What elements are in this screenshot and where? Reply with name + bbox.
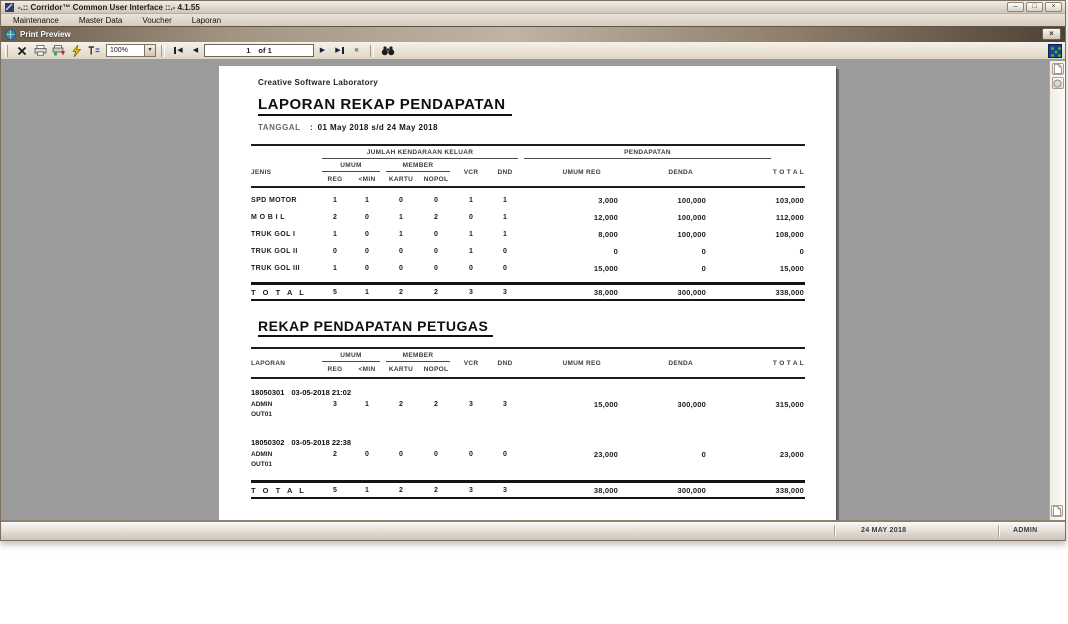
col-total: T O T A L — [772, 169, 804, 176]
minimize-button[interactable]: – — [1007, 2, 1024, 12]
menu-item-maintenance[interactable]: Maintenance — [13, 15, 59, 25]
rekap-pendapatan-petugas-table — [251, 347, 805, 499]
table-row: TRUK GOL II 0 0 0 0 1 0 0 0 0 — [251, 247, 804, 256]
vertical-scrollbar[interactable] — [1049, 61, 1065, 520]
statusbar-separator — [998, 525, 999, 537]
table1-header — [251, 144, 805, 188]
col-jenis: JENIS — [251, 169, 272, 176]
find-button[interactable] — [379, 43, 397, 59]
print-button[interactable] — [31, 43, 49, 59]
print-preview-toolbar — [1, 42, 1065, 60]
col-nopol: NOPOL — [423, 175, 449, 183]
table1-total-row: T O T A L 5 1 2 2 3 3 38,000 300,000 338,000 — [251, 282, 805, 301]
shift-id: 18050301 — [251, 387, 285, 397]
report-title: LAPORAN REKAP PENDAPATAN — [258, 96, 512, 116]
pan-button[interactable] — [1052, 77, 1064, 89]
close-preview-button[interactable] — [13, 43, 31, 59]
circle-icon — [1053, 79, 1062, 88]
stop-button[interactable]: ■ — [354, 46, 359, 54]
table-row: M O B I L 2 0 1 2 0 1 12,000 100,000 112,000 — [251, 213, 804, 222]
col-nopol: NOPOL — [423, 366, 449, 373]
col-total: T O T A L — [772, 359, 804, 367]
shift-block — [251, 436, 805, 472]
shift-values-row: ADMIN 2 0 0 0 0 0 23,000 0 23,000 — [251, 450, 804, 459]
toolbar-separator — [370, 45, 374, 57]
chevron-down-icon[interactable]: ▼ — [144, 45, 155, 56]
printer-export-icon — [52, 45, 65, 56]
status-bar — [1, 520, 1065, 540]
col-reg: REG — [327, 175, 343, 183]
menu-bar — [1, 14, 1065, 27]
printer-icon — [34, 45, 47, 56]
subgroup-member: MEMBER — [386, 349, 450, 362]
globe-icon — [5, 29, 16, 40]
next-page-button[interactable] — [1051, 505, 1063, 517]
report-company: Creative Software Laboratory — [258, 78, 378, 87]
table2-header — [251, 347, 805, 379]
nav-prev-button[interactable]: ◀ — [192, 46, 199, 54]
page-current: 1 — [246, 46, 251, 55]
brand-grid-icon — [1048, 44, 1062, 58]
toolbar-separator — [161, 45, 165, 57]
text-format-icon — [88, 46, 100, 56]
table-row: TRUK GOL I 1 0 1 0 1 1 8,000 100,000 108,000 — [251, 230, 804, 239]
section2-title: REKAP PENDAPATAN PETUGAS — [258, 318, 493, 337]
col-umum-reg: UMUM REG — [562, 169, 601, 176]
menu-item-master-data[interactable]: Master Data — [78, 15, 123, 25]
statusbar-accent-line — [1, 521, 1065, 522]
shift-block — [251, 386, 805, 422]
table-row: SPD MOTOR 1 1 0 0 1 1 3,000 100,000 103,000 — [251, 196, 804, 205]
shift-gate: OUT01 — [251, 411, 272, 418]
page-icon — [1053, 506, 1061, 516]
col-min: <MIN — [358, 175, 376, 183]
shift-datetime: 03-05-2018 22:38 — [291, 437, 352, 447]
table-row: TRUK GOL III 1 0 0 0 0 0 15,000 0 15,000 — [251, 264, 804, 273]
rekap-pendapatan-table — [251, 144, 805, 301]
nav-first-button[interactable]: ◀ — [170, 44, 187, 58]
shift-operator: ADMIN — [251, 451, 273, 458]
shift-operator: ADMIN — [251, 401, 273, 408]
toolbar-grip — [5, 45, 8, 57]
col-denda: DENDA — [668, 359, 693, 367]
shift-datetime: 03-05-2018 21:02 — [291, 387, 352, 397]
group-pendapatan: PENDAPATAN — [524, 146, 771, 159]
page-icon — [1054, 64, 1062, 74]
date-label: TANGGAL — [258, 123, 301, 132]
shift-id: 18050302 — [251, 437, 285, 447]
menu-item-voucher[interactable]: Voucher — [142, 15, 172, 25]
shift-gate: OUT01 — [251, 461, 272, 468]
app-logo-icon — [5, 3, 14, 12]
col-min: <MIN — [358, 366, 376, 373]
close-button[interactable]: × — [1045, 2, 1062, 12]
statusbar-user: ADMIN — [1013, 527, 1038, 534]
lightning-icon — [71, 45, 82, 57]
page-of-label: of 1 — [258, 46, 272, 55]
subgroup-member: MEMBER — [386, 159, 450, 172]
col-vcr: VCR — [463, 359, 479, 367]
print-preview-close-button[interactable]: × — [1042, 28, 1061, 40]
shift-values-row: ADMIN 3 1 2 2 3 3 15,000 300,000 315,000 — [251, 400, 804, 409]
maximize-button[interactable]: □ — [1026, 2, 1043, 12]
zoom-select[interactable] — [106, 44, 156, 57]
window-title: -.:: Corridor™ Common User Interface ::.- 4.1.55 — [18, 2, 200, 12]
subgroup-umum: UMUM — [322, 349, 380, 362]
col-kartu: KARTU — [388, 175, 414, 183]
nav-last-button[interactable]: ▶ — [331, 44, 348, 58]
fit-page-button[interactable] — [1052, 63, 1064, 75]
page-indicator-field[interactable] — [204, 44, 314, 57]
close-x-icon — [17, 46, 27, 56]
statusbar-separator — [834, 525, 835, 537]
col-reg: REG — [327, 366, 343, 373]
print-preview-caption — [1, 27, 1065, 42]
title-bar — [1, 1, 1065, 14]
table2-total-row: T O T A L 5 1 2 2 3 3 38,000 300,000 338,000 — [251, 480, 805, 499]
zoom-value: 100% — [110, 47, 128, 54]
col-dnd: DND — [497, 169, 513, 176]
statusbar-date: 24 MAY 2018 — [861, 527, 907, 534]
report-page — [219, 66, 836, 520]
menu-item-laporan[interactable]: Laporan — [191, 15, 222, 25]
col-laporan: LAPORAN — [251, 359, 286, 367]
col-dnd: DND — [497, 359, 513, 367]
print-setup-button[interactable] — [49, 43, 67, 59]
col-denda: DENDA — [668, 169, 693, 176]
nav-next-button[interactable]: ▶ — [319, 46, 326, 54]
preview-area — [1, 61, 1065, 520]
date-range: 01 May 2018 s/d 24 May 2018 — [317, 123, 438, 132]
binoculars-icon — [381, 46, 395, 56]
print-preview-title: Print Preview — [20, 30, 71, 39]
col-vcr: VCR — [463, 169, 479, 176]
page-setup-button[interactable] — [85, 43, 103, 59]
col-kartu: KARTU — [388, 366, 414, 373]
report-date-line: TANGGAL : 01 May 2018 s/d 24 May 2018 — [258, 123, 438, 132]
refresh-button[interactable] — [67, 43, 85, 59]
group-jumlah-kendaraan-keluar: JUMLAH KENDARAAN KELUAR — [322, 146, 518, 159]
col-umum-reg: UMUM REG — [562, 359, 601, 367]
subgroup-umum: UMUM — [322, 159, 380, 172]
